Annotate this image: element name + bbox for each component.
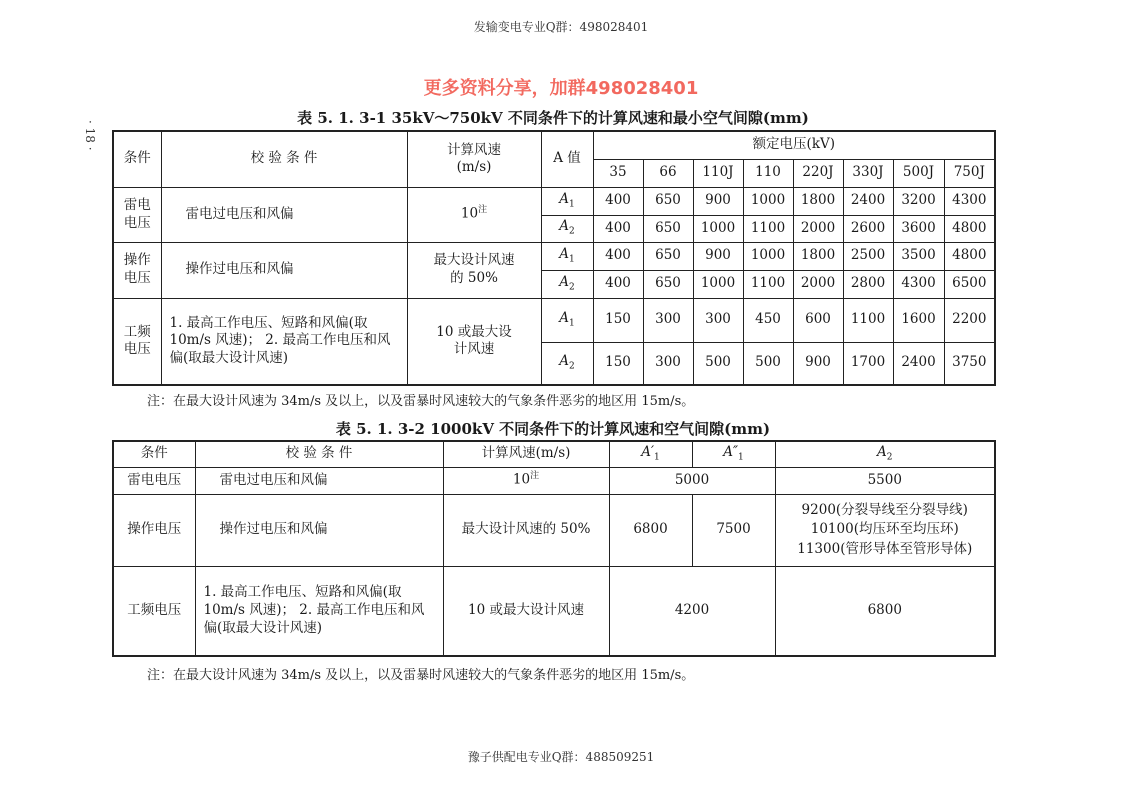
t2-condition: 操作电压 <box>113 494 195 566</box>
t1-header-wind-label: 计算风速 <box>447 141 501 158</box>
t2-check: 1. 最高工作电压、短路和风偏(取 10m/s 风速)； 2. 最高工作电压和风偏(取最大设计风速) <box>195 566 443 656</box>
t2-cell-a2: 6800 <box>775 566 995 656</box>
t2-a2-line: 9200(分裂导线至分裂导线) <box>801 501 968 518</box>
t1-cell: 6500 <box>944 270 995 298</box>
t1-cell: 2400 <box>893 342 944 385</box>
t2-wind: 最大设计风速的 50% <box>443 494 609 566</box>
a-letter: A <box>559 309 569 326</box>
t1-cell: 150 <box>593 298 643 342</box>
t1-cell: 3600 <box>893 215 944 242</box>
t2-wind-value: 10 <box>512 471 531 488</box>
t1-check: 操作过电压和风偏 <box>161 242 407 298</box>
t1-voltage-header: 35 <box>593 159 643 187</box>
t1-check: 1. 最高工作电压、短路和风偏(取 10m/s 风速)； 2. 最高工作电压和风偏(取最大设计风速) <box>161 298 407 385</box>
t1-cell: 4300 <box>944 187 995 215</box>
t1-cell: 400 <box>593 215 643 242</box>
t1-cell: 900 <box>693 242 743 270</box>
t1-wind-value: 最大设计风速的 50% <box>433 252 515 286</box>
a-letter: A <box>877 444 887 461</box>
t1-wind <box>407 242 541 298</box>
t1-cell: 500 <box>693 342 743 385</box>
t1-cell: 3500 <box>893 242 944 270</box>
t1-cell: 3750 <box>944 342 995 385</box>
a-subscript: 2 <box>569 282 575 293</box>
t1-cell: 1000 <box>743 242 793 270</box>
t2-cell-a1: 4200 <box>609 566 775 656</box>
t1-cell: 2800 <box>843 270 893 298</box>
t2-condition: 工频电压 <box>113 566 195 656</box>
t2-cell-a1-prime: 6800 <box>609 494 692 566</box>
a-letter: A <box>559 190 569 207</box>
page-number <box>82 120 98 151</box>
a-subscript: 1 <box>654 452 660 463</box>
t1-cell: 1700 <box>843 342 893 385</box>
t1-check: 雷电过电压和风偏 <box>161 187 407 242</box>
t1-wind-value: 10 <box>460 205 479 222</box>
t1-a-label <box>541 187 593 215</box>
t1-header-rated-voltage: 额定电压(kV) <box>593 131 995 159</box>
a-letter: A <box>559 353 569 370</box>
t2-cell-a1-double-prime: 7500 <box>692 494 775 566</box>
t1-cell: 2600 <box>843 215 893 242</box>
t1-cell: 4300 <box>893 270 944 298</box>
t2-header-a1-prime <box>609 441 692 467</box>
t1-voltage-header: 330J <box>843 159 893 187</box>
t1-wind <box>407 298 541 385</box>
a-subscript: 2 <box>886 452 893 463</box>
t1-cell: 2500 <box>843 242 893 270</box>
t1-cell: 1800 <box>793 187 843 215</box>
t2-header-check: 校 验 条 件 <box>195 441 443 467</box>
t1-header-a-value: A 值 <box>541 131 593 187</box>
t1-wind <box>407 187 541 242</box>
t1-condition-text: 操作电压 <box>123 252 151 286</box>
a-letter: A″ <box>723 444 739 461</box>
t1-condition-text: 工频电压 <box>123 323 151 358</box>
t1-cell: 1000 <box>693 215 743 242</box>
t1-cell: 650 <box>643 242 693 270</box>
t1-voltage-header: 750J <box>944 159 995 187</box>
t1-cell: 600 <box>793 298 843 342</box>
t2-wind <box>443 467 609 494</box>
t1-voltage-header: 500J <box>893 159 944 187</box>
t1-cell: 4800 <box>944 242 995 270</box>
a-subscript: 1 <box>569 318 575 329</box>
t1-voltage-header: 220J <box>793 159 843 187</box>
table1-caption: 表 5. 1. 3-1 35kV～750kV 不同条件下的计算风速和最小空气间隙(mm) <box>297 109 809 127</box>
t1-cell: 500 <box>743 342 793 385</box>
t1-cell: 1100 <box>743 215 793 242</box>
t1-cell: 1800 <box>793 242 843 270</box>
table2 <box>112 440 996 657</box>
t1-header-wind <box>407 131 541 187</box>
t1-cell: 900 <box>793 342 843 385</box>
t1-header-wind-unit: (m/s) <box>456 159 492 176</box>
t2-wind: 10 或最大设计风速 <box>443 566 609 656</box>
t1-cell: 3200 <box>893 187 944 215</box>
page-number-text: · 18 · <box>83 120 97 151</box>
t1-cell: 1100 <box>743 270 793 298</box>
a-subscript: 2 <box>569 227 575 237</box>
t2-header-wind: 计算风速(m/s) <box>443 441 609 467</box>
t1-cell: 2400 <box>843 187 893 215</box>
a-subscript: 1 <box>569 199 575 210</box>
t1-cell: 300 <box>643 298 693 342</box>
t1-cell: 1600 <box>893 298 944 342</box>
t1-a-label <box>541 215 593 242</box>
top-watermark: 发输变电专业Q群：498028401 <box>473 20 649 34</box>
t2-check: 操作过电压和风偏 <box>195 494 443 566</box>
t1-cell: 1000 <box>693 270 743 298</box>
t1-voltage-header: 66 <box>643 159 693 187</box>
t2-header-a2 <box>775 441 995 467</box>
a-subscript: 1 <box>569 254 575 265</box>
t1-cell: 1100 <box>843 298 893 342</box>
red-watermark: 更多资料分享，加群498028401 <box>423 78 699 99</box>
t1-a-label <box>541 342 593 385</box>
t1-condition <box>113 298 161 385</box>
t1-cell: 650 <box>643 187 693 215</box>
t1-cell: 4800 <box>944 215 995 242</box>
t1-cell: 2000 <box>793 270 843 298</box>
t1-cell: 450 <box>743 298 793 342</box>
t1-cell: 400 <box>593 187 643 215</box>
t1-cell: 150 <box>593 342 643 385</box>
t1-wind-value: 10 或最大设计风速 <box>436 323 512 358</box>
t2-a2-line: 10100(均压环至均压环) <box>810 521 959 538</box>
t1-cell: 300 <box>693 298 743 342</box>
t2-a2-line: 11300(管形导体至管形导体) <box>797 540 973 557</box>
a-subscript: 2 <box>569 361 575 372</box>
t1-cell: 900 <box>693 187 743 215</box>
t2-check: 雷电过电压和风偏 <box>195 467 443 494</box>
t1-a-label <box>541 270 593 298</box>
t1-a-label <box>541 242 593 270</box>
t1-cell: 1000 <box>743 187 793 215</box>
a-letter: A <box>559 218 569 235</box>
t1-cell: 400 <box>593 242 643 270</box>
table2-note: 注：在最大设计风速为 34m/s 及以上，以及雷暴时风速较大的气象条件恶劣的地区用 15m/s。 <box>147 668 695 683</box>
t2-wind-note: 注 <box>530 471 540 482</box>
t1-wind-note: 注 <box>478 205 488 216</box>
t1-cell: 650 <box>643 215 693 242</box>
t1-cell: 300 <box>643 342 693 385</box>
t1-condition <box>113 242 161 298</box>
t1-cell: 650 <box>643 270 693 298</box>
bottom-watermark: 豫子供配电专业Q群：488509251 <box>467 750 655 764</box>
a-letter: A <box>559 273 569 290</box>
t1-condition-text: 雷电电压 <box>123 196 151 231</box>
t2-header-a1-double-prime <box>692 441 775 467</box>
t1-cell: 2200 <box>944 298 995 342</box>
t2-condition: 雷电电压 <box>113 467 195 494</box>
t1-cell: 2000 <box>793 215 843 242</box>
table1 <box>112 130 996 386</box>
t1-header-check: 校 验 条 件 <box>161 131 407 187</box>
t1-voltage-header: 110J <box>693 159 743 187</box>
a-subscript: 1 <box>738 452 744 463</box>
t1-header-condition: 条件 <box>113 131 161 187</box>
t2-cell-a2: 5500 <box>775 467 995 494</box>
t2-header-condition: 条件 <box>113 441 195 467</box>
t2-cell-a2 <box>775 494 995 566</box>
a-letter: A <box>559 245 569 262</box>
a-letter: A′ <box>641 444 655 461</box>
t1-a-label <box>541 298 593 342</box>
table1-note: 注：在最大设计风速为 34m/s 及以上，以及雷暴时风速较大的气象条件恶劣的地区用 15m/s。 <box>147 394 695 409</box>
t2-cell-a1: 5000 <box>609 467 775 494</box>
table2-caption: 表 5. 1. 3-2 1000kV 不同条件下的计算风速和空气间隙(mm) <box>335 420 771 438</box>
t1-condition <box>113 187 161 242</box>
t1-cell: 400 <box>593 270 643 298</box>
t1-voltage-header: 110 <box>743 159 793 187</box>
